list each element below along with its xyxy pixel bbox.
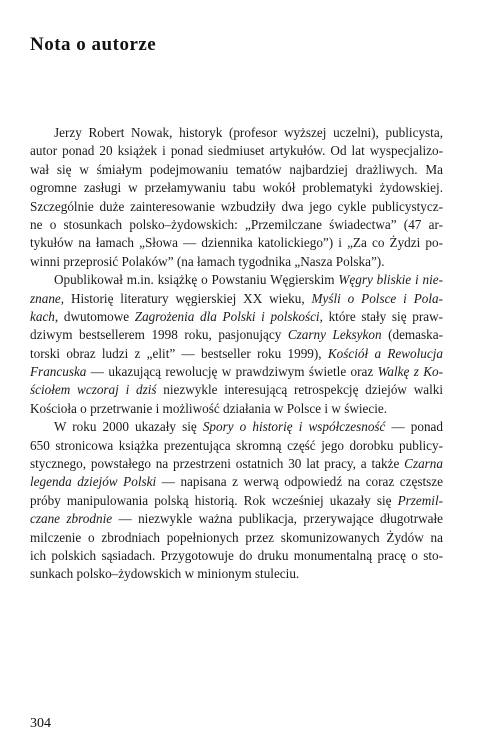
text-line [30,161,443,179]
body-text [30,124,443,584]
text-line [30,198,443,216]
text-run: próby manipulowania polską historią. Rok wcześniej ukazały się [30,492,398,508]
text-run: — ukazującą rewolucję w prawdziwym świetle oraz [86,364,378,380]
text-line [30,124,443,142]
text-line [30,179,443,197]
page-number: 304 [30,716,51,731]
paragraph [30,271,443,418]
italic-title: Kościół a Rewolucja [327,345,443,361]
text-run: tykułów na łamach „Słowa — dziennika katolickiego”) i „Za co Żydzi po- [30,235,443,251]
text-line [30,455,443,473]
italic-title: Przemil- [397,492,443,508]
text-run: wał się w śmiałym podejmowaniu tematów najbardziej drażliwych. Ma [30,161,443,177]
page-title: Nota o autorze [30,34,157,55]
paragraph [30,418,443,584]
text-run: — ponad [385,419,443,435]
paragraph [30,124,443,271]
italic-title: znane [30,290,61,306]
text-line [30,271,443,289]
text-run: — niezwykle ważna publikacja, przerywające długotrwałe [112,511,443,527]
text-run: torski obraz ludzi z „elit” — bestseller roku 1999), [30,345,328,361]
text-run: , dwutomowe [54,308,135,324]
text-line [30,492,443,510]
text-line [30,437,443,455]
text-line [30,142,443,160]
italic-title: Zagrożenia dla Polski i polskości [134,308,320,324]
text-line [30,565,443,583]
italic-title: Czarny Leksykon [287,327,382,343]
text-run: niezwykle interesującą retrospekcję dziejów walki [156,382,443,398]
text-run: Jerzy Robert Nowak, historyk (profesor wyższej uczelni), publicysta, [54,125,443,140]
text-run: (demaska- [381,327,444,343]
text-line [30,345,443,363]
text-line [30,400,443,418]
text-run: milczenie o zbrodniach popełnionych przez skomunizowanych Żydów na [30,529,443,545]
text-line [30,290,443,308]
text-line [30,510,443,528]
text-run: Kościoła o przetrwanie i możliwość działania w Polsce i w świecie. [30,400,388,416]
text-run: , Historię literatury węgierskiej XX wieku, [60,290,312,306]
italic-title: czane zbrodnie [30,511,113,527]
text-run: sunkach polsko–żydowskich w minionym stuleciu. [30,566,300,582]
italic-title: Spory o historię i współczesność [202,419,386,435]
text-line [30,234,443,252]
text-line [30,473,443,491]
text-run: — napisana z werwą odpowiedź na coraz częstsze [156,474,443,490]
text-line [30,253,443,271]
italic-title: Myśli o Polsce i Pola- [311,290,443,306]
text-line [30,308,443,326]
text-line [30,363,443,381]
text-line [30,326,443,344]
text-run: winni przeprosić Polaków” (na łamach tygodnika „Nasza Polska”). [30,253,385,269]
text-run: ogromne zasługi w przełamywaniu tabu wokół problematyki żydowskiej. [30,180,443,196]
text-line [30,216,443,234]
italic-title: legenda dziejów Polski [30,474,157,490]
italic-title: Walkę z Ko- [377,364,444,380]
italic-title: Czarna [404,456,443,472]
text-line [30,547,443,565]
text-run: , które stały się praw- [319,308,444,324]
text-run: autor ponad 20 książek i ponad siedmiuset artykułów. Od lat wyspecjalizo- [30,143,443,159]
text-run: dziwym bestsellerem 1998 roku, pasjonujący [30,327,288,343]
text-line [30,418,443,436]
italic-title: ściołem wczoraj i dziś [30,382,157,398]
text-run: ne o stosunkach polsko–żydowskich: „Przemilczane świadectwa” (47 ar- [30,216,443,232]
text-run: Opublikował m.in. książkę o Powstaniu Węgierskim [54,272,339,288]
text-run: 650 stronicowa książka prezentująca skromną część jego dorobku publicy- [30,437,443,453]
italic-title: kach [30,308,55,324]
text-line [30,529,443,547]
text-line [30,381,443,399]
text-run: stycznego, powstałego na przestrzeni ostatnich 30 lat pracy, a także [30,456,405,472]
italic-title: Węgry bliskie i nie- [338,272,443,288]
text-run: Szczególnie duże zainteresowanie wzbudziły dwa jego cykle publicystycz- [30,198,443,214]
text-run: W roku 2000 ukazały się [54,419,203,435]
italic-title: Francuska [30,364,87,380]
text-run: ich polskich sąsiadach. Przygotowuje do druku monumentalną pracę o sto- [30,547,443,563]
